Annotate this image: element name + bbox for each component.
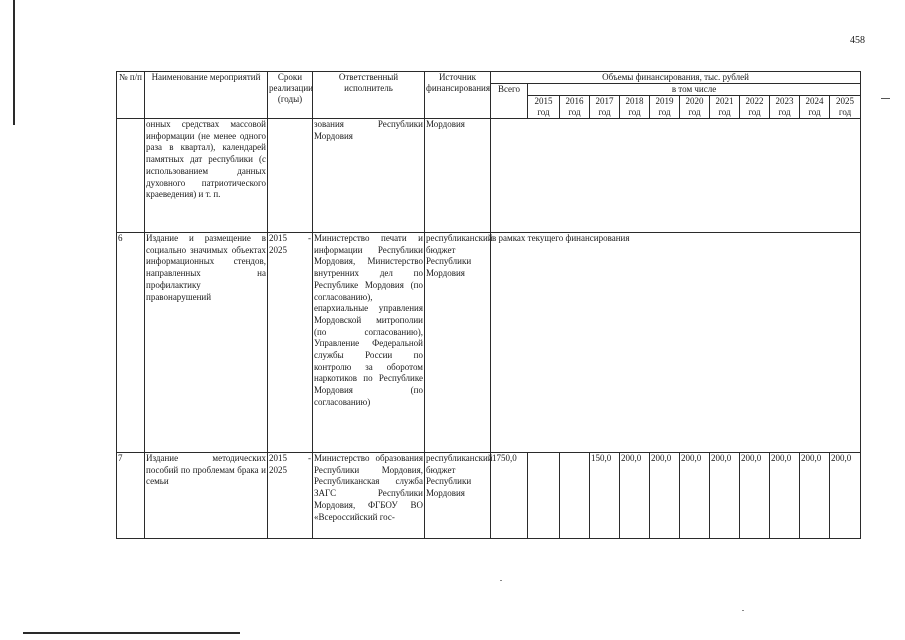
cell-source: Мордовия [425,119,491,233]
header-year: 2024 год [800,96,830,119]
cell-year-value: 200,0 [770,453,800,539]
header-source: Источник финансирования [425,72,491,119]
header-year: 2018 год [620,96,650,119]
cell-year-value [528,453,560,539]
header-year: 2019 год [650,96,680,119]
cell-source: республиканский бюджет Республики Мордовия [425,233,491,453]
scan-speck [742,610,744,611]
scan-speck [500,580,502,581]
cell-year-value: 200,0 [740,453,770,539]
cell-responsible: Министерство образования Республики Мордовия, Республиканская служба ЗАГС Республики Мордовия, ФГБОУ ВО «Всероссийский гос- [313,453,425,539]
footnote-rule [23,632,240,634]
cell-year-value: 200,0 [800,453,830,539]
table-row-6 [117,233,861,453]
cell-terms: 2015 - 2025 [268,453,313,539]
header-year: 2025 год [830,96,861,119]
header-name: Наименование мероприятий [145,72,268,119]
header-year: 2023 год [770,96,800,119]
cell-responsible: Министерство печати и информации Республики Мордовия, Министерство внутренних дел по Республике Мордовия (по согласованию), епархиальные управления Мордовской митрополии (по согласованию), Управление Федеральной службы России по контролю за оборотом наркотиков по Республике Мордовия (по согласованию) [313,233,425,453]
header-total: Всего [491,84,528,119]
cell-year-value: 200,0 [620,453,650,539]
measures-table [116,71,861,539]
cell-num [117,119,145,233]
header-funding: Объемы финансирования, тыс. рублей [491,72,861,84]
left-margin-rule [13,0,15,125]
margin-mark [881,98,890,99]
cell-num: 7 [117,453,145,539]
cell-responsible: зования Республики Мордовия [313,119,425,233]
cell-year-value: 200,0 [650,453,680,539]
cell-terms [268,119,313,233]
header-including: в том числе [528,84,861,96]
header-year: 2022 год [740,96,770,119]
page-number: 458 [850,35,865,46]
header-year: 2020 год [680,96,710,119]
table-row-7 [117,453,861,539]
cell-year-value [560,453,590,539]
header-year: 2017 год [590,96,620,119]
cell-source: республиканский бюджет Республики Мордовия [425,453,491,539]
cell-total: 1750,0 [491,453,528,539]
header-year: 2015 год [528,96,560,119]
cell-name: онных средствах массовой информации (не менее одного раза в квартал), календарей памятных дат республики (с использованием данных духовного патриотического краеведения) и т. п. [145,119,268,233]
header-terms: Сроки реализации (годы) [268,72,313,119]
cell-name: Издание и размещение в социально значимых объектах информационных стендов, направленных на профилактику правонарушений [145,233,268,453]
cell-year-value: 200,0 [830,453,861,539]
header-responsible: Ответственный исполнитель [313,72,425,119]
header-year: 2016 год [560,96,590,119]
cell-funding-blank [491,119,861,233]
cell-name: Издание методических пособий по проблемам брака и семьи [145,453,268,539]
cell-year-value: 200,0 [710,453,740,539]
cell-year-value: 150,0 [590,453,620,539]
cell-year-value: 200,0 [680,453,710,539]
header-num: № п/п [117,72,145,119]
header-year: 2021 год [710,96,740,119]
header-row-1 [117,72,861,84]
cell-num: 6 [117,233,145,453]
cell-funding-text: в рамках текущего финансирования [491,233,861,453]
cell-terms: 2015 - 2025 [268,233,313,453]
table-row-continued [117,119,861,233]
